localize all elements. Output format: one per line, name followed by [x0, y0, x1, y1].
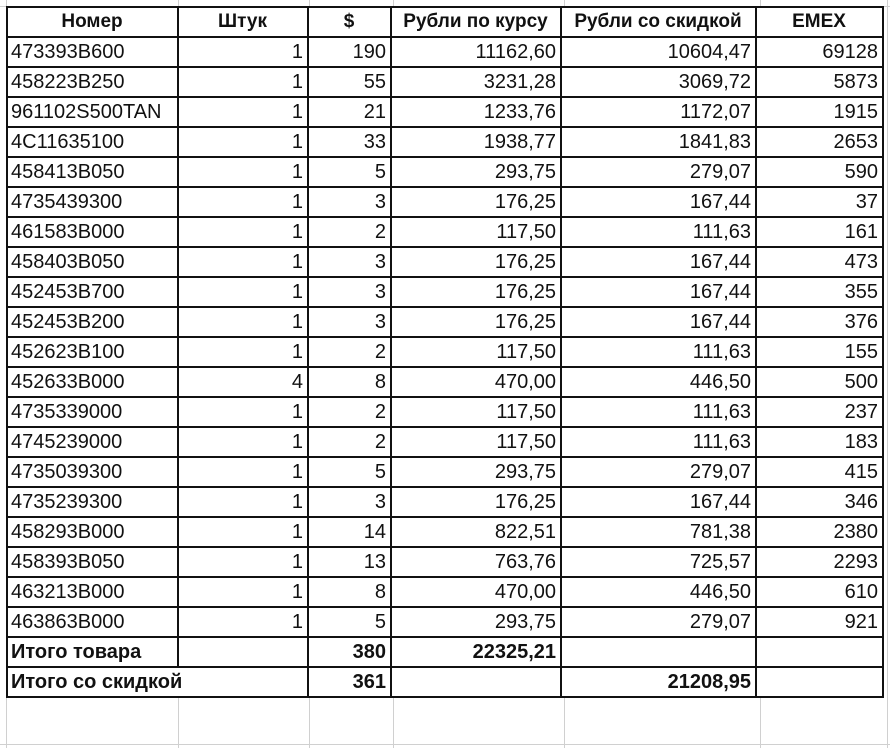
table-row: [7, 67, 883, 97]
part-number-cell[interactable]: 452453B200: [7, 307, 178, 337]
table-row: [7, 187, 883, 217]
usd-cell[interactable]: 13: [308, 547, 391, 577]
part-number-cell[interactable]: 452623B100: [7, 337, 178, 367]
rub-discount-cell[interactable]: 111,63: [561, 397, 756, 427]
emex-cell[interactable]: 2653: [756, 127, 883, 157]
emex-cell[interactable]: 346: [756, 487, 883, 517]
quantity-cell[interactable]: 1: [178, 37, 308, 67]
emex-cell[interactable]: 69128: [756, 37, 883, 67]
emex-cell[interactable]: 610: [756, 577, 883, 607]
header-usd[interactable]: $: [308, 7, 391, 37]
part-number-cell[interactable]: 463213B000: [7, 577, 178, 607]
part-number-cell[interactable]: 4C11635100: [7, 127, 178, 157]
quantity-cell[interactable]: 1: [178, 577, 308, 607]
quantity-cell[interactable]: 1: [178, 607, 308, 637]
rub-rate-cell[interactable]: 176,25: [391, 487, 561, 517]
rub-rate-cell[interactable]: 176,25: [391, 307, 561, 337]
total-goods-qty-cell[interactable]: [178, 637, 308, 667]
table-row: [7, 397, 883, 427]
rub-discount-cell[interactable]: 446,50: [561, 367, 756, 397]
emex-cell[interactable]: 590: [756, 157, 883, 187]
header-quantity[interactable]: Штук: [178, 7, 308, 37]
part-number-cell[interactable]: 458293B000: [7, 517, 178, 547]
rub-rate-cell[interactable]: 293,75: [391, 457, 561, 487]
part-number-cell[interactable]: 458223B250: [7, 67, 178, 97]
quantity-cell[interactable]: 1: [178, 187, 308, 217]
quantity-cell[interactable]: 4: [178, 367, 308, 397]
total-goods-row: [7, 637, 883, 667]
header-emex[interactable]: EMEX: [756, 7, 883, 37]
usd-cell[interactable]: 5: [308, 457, 391, 487]
rub-discount-cell[interactable]: 279,07: [561, 157, 756, 187]
usd-cell[interactable]: 3: [308, 187, 391, 217]
rub-rate-cell[interactable]: 470,00: [391, 577, 561, 607]
emex-cell[interactable]: 155: [756, 337, 883, 367]
usd-cell[interactable]: 14: [308, 517, 391, 547]
usd-cell[interactable]: 3: [308, 247, 391, 277]
rub-discount-cell[interactable]: 111,63: [561, 217, 756, 247]
quantity-cell[interactable]: 1: [178, 247, 308, 277]
rub-rate-cell[interactable]: 822,51: [391, 517, 561, 547]
part-number-cell[interactable]: 463863B000: [7, 607, 178, 637]
emex-cell[interactable]: 921: [756, 607, 883, 637]
part-number-cell[interactable]: 473393B600: [7, 37, 178, 67]
table-row: [7, 457, 883, 487]
rub-rate-cell[interactable]: 763,76: [391, 547, 561, 577]
quantity-cell[interactable]: 1: [178, 517, 308, 547]
total-discount-rub-discount[interactable]: 21208,95: [561, 667, 756, 697]
quantity-cell[interactable]: 1: [178, 457, 308, 487]
rub-rate-cell[interactable]: 470,00: [391, 367, 561, 397]
part-number-cell[interactable]: 961102S500TAN: [7, 97, 178, 127]
spreadsheet-table: [6, 6, 884, 698]
table-row: [7, 97, 883, 127]
table-row: [7, 247, 883, 277]
table-row: [7, 277, 883, 307]
rub-discount-cell[interactable]: 1172,07: [561, 97, 756, 127]
emex-cell[interactable]: 37: [756, 187, 883, 217]
table-row: [7, 37, 883, 67]
rub-rate-cell[interactable]: 293,75: [391, 607, 561, 637]
emex-cell[interactable]: 376: [756, 307, 883, 337]
part-number-cell[interactable]: 4735239300: [7, 487, 178, 517]
rub-discount-cell[interactable]: 111,63: [561, 427, 756, 457]
total-discount-rub-cell[interactable]: [391, 667, 561, 697]
table-row: [7, 427, 883, 457]
table-row: [7, 307, 883, 337]
rub-discount-cell[interactable]: 1841,83: [561, 127, 756, 157]
part-number-cell[interactable]: 4735339000: [7, 397, 178, 427]
rub-discount-cell[interactable]: 446,50: [561, 577, 756, 607]
emex-cell[interactable]: 237: [756, 397, 883, 427]
emex-cell[interactable]: 1915: [756, 97, 883, 127]
total-discount-label[interactable]: Итого со скидкой: [7, 667, 308, 697]
quantity-cell[interactable]: 1: [178, 97, 308, 127]
usd-cell[interactable]: 2: [308, 217, 391, 247]
usd-cell[interactable]: 3: [308, 307, 391, 337]
part-number-cell[interactable]: 458393B050: [7, 547, 178, 577]
total-goods-rub[interactable]: 22325,21: [391, 637, 561, 667]
emex-cell[interactable]: 415: [756, 457, 883, 487]
table-row: [7, 157, 883, 187]
total-goods-emex-cell[interactable]: [756, 637, 883, 667]
emex-cell[interactable]: 2293: [756, 547, 883, 577]
total-goods-rub-discount-cell[interactable]: [561, 637, 756, 667]
part-number-cell[interactable]: 4735439300: [7, 187, 178, 217]
emex-cell[interactable]: 2380: [756, 517, 883, 547]
quantity-cell[interactable]: 1: [178, 547, 308, 577]
usd-cell[interactable]: 2: [308, 397, 391, 427]
part-number-cell[interactable]: 458413B050: [7, 157, 178, 187]
header-row: [7, 7, 883, 37]
rub-rate-cell[interactable]: 117,50: [391, 217, 561, 247]
quantity-cell[interactable]: 1: [178, 127, 308, 157]
quantity-cell[interactable]: 1: [178, 487, 308, 517]
usd-cell[interactable]: 33: [308, 127, 391, 157]
rub-rate-cell[interactable]: 11162,60: [391, 37, 561, 67]
emex-cell[interactable]: 473: [756, 247, 883, 277]
rub-discount-cell[interactable]: 279,07: [561, 457, 756, 487]
rub-rate-cell[interactable]: 3231,28: [391, 67, 561, 97]
quantity-cell[interactable]: 1: [178, 67, 308, 97]
part-number-cell[interactable]: 458403B050: [7, 247, 178, 277]
table-row: [7, 337, 883, 367]
quantity-cell[interactable]: 1: [178, 427, 308, 457]
total-discount-row: [7, 667, 883, 697]
header-rub-rate[interactable]: Рубли по курсу: [391, 7, 561, 37]
rub-rate-cell[interactable]: 1233,76: [391, 97, 561, 127]
part-number-cell[interactable]: 461583B000: [7, 217, 178, 247]
rub-discount-cell[interactable]: 781,38: [561, 517, 756, 547]
rub-rate-cell[interactable]: 176,25: [391, 277, 561, 307]
usd-cell[interactable]: 8: [308, 577, 391, 607]
usd-cell[interactable]: 190: [308, 37, 391, 67]
rub-rate-cell[interactable]: 1938,77: [391, 127, 561, 157]
rub-discount-cell[interactable]: 167,44: [561, 307, 756, 337]
rub-rate-cell[interactable]: 117,50: [391, 427, 561, 457]
part-number-cell[interactable]: 452453B700: [7, 277, 178, 307]
total-goods-usd[interactable]: 380: [308, 637, 391, 667]
usd-cell[interactable]: 3: [308, 277, 391, 307]
total-goods-label[interactable]: Итого товара: [7, 637, 178, 667]
emex-cell[interactable]: 5873: [756, 67, 883, 97]
rub-rate-cell[interactable]: 117,50: [391, 397, 561, 427]
rub-discount-cell[interactable]: 10604,47: [561, 37, 756, 67]
emex-cell[interactable]: 161: [756, 217, 883, 247]
rub-discount-cell[interactable]: 111,63: [561, 337, 756, 367]
emex-cell[interactable]: 355: [756, 277, 883, 307]
usd-cell[interactable]: 5: [308, 607, 391, 637]
quantity-cell[interactable]: 1: [178, 277, 308, 307]
rub-discount-cell[interactable]: 167,44: [561, 487, 756, 517]
quantity-cell[interactable]: 1: [178, 157, 308, 187]
total-discount-usd[interactable]: 361: [308, 667, 391, 697]
usd-cell[interactable]: 3: [308, 487, 391, 517]
table-row: [7, 517, 883, 547]
part-number-cell[interactable]: 4745239000: [7, 427, 178, 457]
rub-discount-cell[interactable]: 3069,72: [561, 67, 756, 97]
quantity-cell[interactable]: 1: [178, 217, 308, 247]
rub-discount-cell[interactable]: 725,57: [561, 547, 756, 577]
part-number-cell[interactable]: 4735039300: [7, 457, 178, 487]
quantity-cell[interactable]: 1: [178, 307, 308, 337]
header-part-number[interactable]: Номер: [7, 7, 178, 37]
table-row: [7, 607, 883, 637]
usd-cell[interactable]: 8: [308, 367, 391, 397]
header-rub-discount[interactable]: Рубли со скидкой: [561, 7, 756, 37]
rub-discount-cell[interactable]: 167,44: [561, 277, 756, 307]
quantity-cell[interactable]: 1: [178, 337, 308, 367]
table-row: [7, 217, 883, 247]
rub-discount-cell[interactable]: 167,44: [561, 247, 756, 277]
usd-cell[interactable]: 21: [308, 97, 391, 127]
rub-rate-cell[interactable]: 176,25: [391, 247, 561, 277]
rub-rate-cell[interactable]: 117,50: [391, 337, 561, 367]
table-row: [7, 577, 883, 607]
table-row: [7, 367, 883, 397]
rub-discount-cell[interactable]: 279,07: [561, 607, 756, 637]
table-row: [7, 127, 883, 157]
emex-cell[interactable]: 500: [756, 367, 883, 397]
rub-rate-cell[interactable]: 176,25: [391, 187, 561, 217]
table-row: [7, 547, 883, 577]
emex-cell[interactable]: 183: [756, 427, 883, 457]
usd-cell[interactable]: 2: [308, 427, 391, 457]
usd-cell[interactable]: 55: [308, 67, 391, 97]
part-number-cell[interactable]: 452633B000: [7, 367, 178, 397]
usd-cell[interactable]: 2: [308, 337, 391, 367]
rub-rate-cell[interactable]: 293,75: [391, 157, 561, 187]
table-row: [7, 487, 883, 517]
rub-discount-cell[interactable]: 167,44: [561, 187, 756, 217]
quantity-cell[interactable]: 1: [178, 397, 308, 427]
usd-cell[interactable]: 5: [308, 157, 391, 187]
total-discount-emex-cell[interactable]: [756, 667, 883, 697]
